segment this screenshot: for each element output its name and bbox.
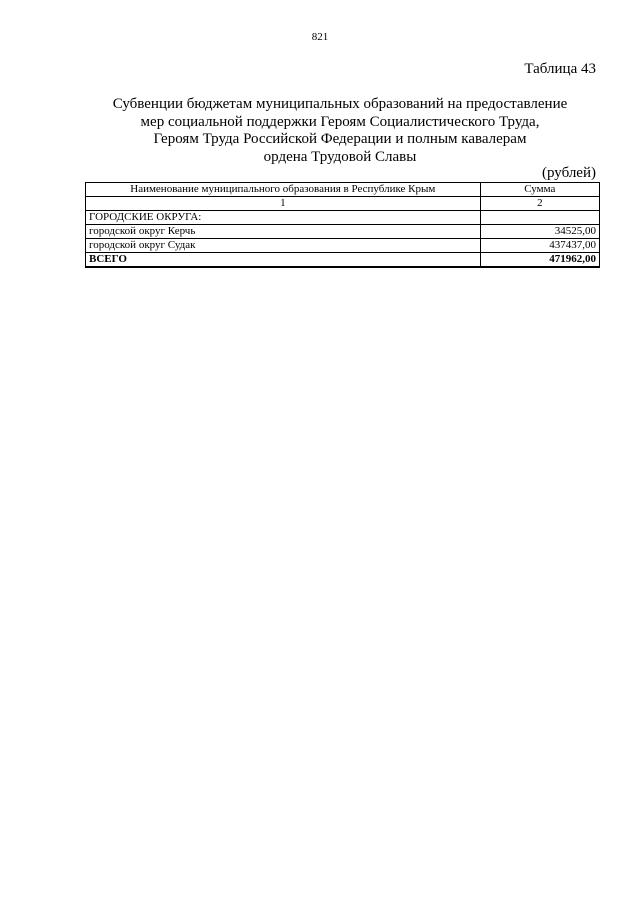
section-amount-empty <box>480 211 599 225</box>
subventions-table <box>85 182 600 268</box>
page-number: 821 <box>311 31 329 43</box>
column-number-1: 1 <box>86 197 481 211</box>
table-header-row <box>86 183 600 197</box>
title-line: Субвенции бюджетам муниципальных образований на предоставление <box>112 96 568 112</box>
total-label: ВСЕГО <box>86 253 481 268</box>
column-number-row <box>86 197 600 211</box>
table-row <box>86 225 600 239</box>
section-row <box>86 211 600 225</box>
row-amount: 34525,00 <box>480 225 599 239</box>
title-line: Героям Труда Российской Федерации и полным кавалерам <box>153 131 527 147</box>
row-name: городской округ Керчь <box>86 225 481 239</box>
header-sum: Сумма <box>480 183 599 197</box>
row-name: городской округ Судак <box>86 239 481 253</box>
table-row <box>86 239 600 253</box>
title-line: мер социальной поддержки Героям Социалистического Труда, <box>140 113 540 130</box>
row-amount: 437437,00 <box>480 239 599 253</box>
section-label: ГОРОДСКИЕ ОКРУГА: <box>86 211 481 225</box>
title-line: ордена Трудовой Славы <box>263 148 417 165</box>
total-amount: 471962,00 <box>480 253 599 268</box>
table-label: Таблица 43 <box>524 61 596 77</box>
header-name: Наименование муниципального образования в Республике Крым <box>86 183 481 197</box>
document-title <box>90 96 590 166</box>
units-label: (рублей) <box>541 165 596 181</box>
total-row <box>86 253 600 268</box>
column-number-2: 2 <box>480 197 599 211</box>
